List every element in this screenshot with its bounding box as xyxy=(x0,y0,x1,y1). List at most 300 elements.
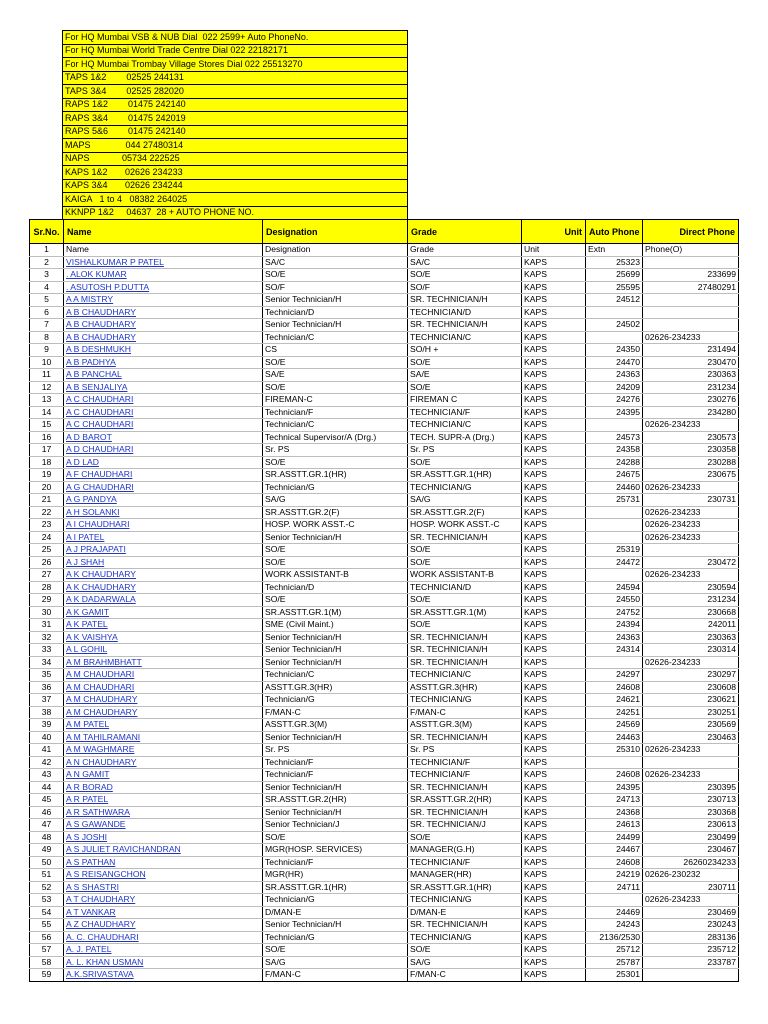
cell-designation: SA/E xyxy=(263,369,408,382)
cell-grade: Sr. PS xyxy=(408,444,522,457)
employee-name-link[interactable]: A A MISTRY xyxy=(66,294,114,305)
cell-designation: Senior Technician/H xyxy=(263,806,408,819)
direct-phone-number: 230358 xyxy=(707,444,736,455)
employee-name-link[interactable]: A R PATEL xyxy=(66,794,109,805)
cell-direct-phone xyxy=(643,356,739,369)
direct-phone-number: 230288 xyxy=(707,456,736,467)
cell-name xyxy=(64,869,263,882)
cell-designation: Senior Technician/H xyxy=(263,656,408,669)
cell-name xyxy=(64,506,263,519)
cell-unit: KAPS xyxy=(522,344,586,357)
cell-designation: Technician/F xyxy=(263,769,408,782)
cell-srno: 39 xyxy=(30,719,64,732)
employee-name-link[interactable]: A.K.SRIVASTAVA xyxy=(66,969,134,980)
employee-name-link[interactable]: A K DADARWALA xyxy=(66,594,136,605)
cell-unit: KAPS xyxy=(522,531,586,544)
direct-phone-number: 231234 xyxy=(707,381,736,392)
cell-auto-phone: 24395 xyxy=(586,406,643,419)
cell-direct-phone xyxy=(643,881,739,894)
direct-phone-number: 230731 xyxy=(707,494,736,505)
cell-srno: 32 xyxy=(30,631,64,644)
employee-name-link[interactable]: A G PANDYA xyxy=(66,494,117,505)
employee-name-link[interactable]: A S REISANGCHON xyxy=(66,869,146,880)
table-row xyxy=(30,281,739,294)
cell-designation: SA/C xyxy=(263,256,408,269)
cell-srno: 55 xyxy=(30,919,64,932)
cell-name xyxy=(64,794,263,807)
cell-auto-phone xyxy=(586,894,643,907)
direct-phone-number: 230243 xyxy=(707,919,736,930)
cell-grade: ASSTT.GR.3(HR) xyxy=(408,681,522,694)
cell-direct-phone xyxy=(643,819,739,832)
table-row xyxy=(30,944,739,957)
cell-grade: D/MAN-E xyxy=(408,906,522,919)
cell-designation: Technician/F xyxy=(263,856,408,869)
cell-auto-phone: 24276 xyxy=(586,394,643,407)
cell-name xyxy=(64,581,263,594)
helpline-text: For HQ Mumbai World Trade Centre Dial 022 22182171 xyxy=(63,44,408,58)
cell-grade: SR.ASSTT.GR.1(M) xyxy=(408,606,522,619)
cell-direct-phone xyxy=(643,469,739,482)
cell-auto-phone xyxy=(586,519,643,532)
direct-phone-number: 230621 xyxy=(707,694,736,705)
table-row xyxy=(30,794,739,807)
table-row xyxy=(30,881,739,894)
cell-grade: TECHNICIAN/F xyxy=(408,769,522,782)
cell-auto-phone: 24472 xyxy=(586,556,643,569)
cell-direct-phone xyxy=(643,644,739,657)
employee-name-link[interactable]: A B PANCHAL xyxy=(66,369,122,380)
cell-grade: SO/E xyxy=(408,381,522,394)
direct-phone-code: 02626-234233 xyxy=(645,569,701,580)
cell-auto-phone: 25310 xyxy=(586,744,643,757)
table-row xyxy=(30,344,739,357)
cell-srno: 56 xyxy=(30,931,64,944)
direct-phone-code: 02626-234233 xyxy=(645,506,701,517)
cell-auto-phone: 25731 xyxy=(586,494,643,507)
cell-name xyxy=(64,769,263,782)
employee-name-link[interactable]: A K VAISHYA xyxy=(66,631,118,642)
cell-grade: SR. TECHNICIAN/H xyxy=(408,781,522,794)
cell-unit: KAPS xyxy=(522,294,586,307)
cell-direct-phone xyxy=(643,331,739,344)
direct-phone-number: 230276 xyxy=(707,394,736,405)
employee-name-link[interactable]: A K GAMIT xyxy=(66,606,109,617)
cell-designation: Technician/D xyxy=(263,581,408,594)
direct-phone-number: 230472 xyxy=(707,556,736,567)
cell-designation: SO/E xyxy=(263,269,408,282)
direct-phone-number: 230463 xyxy=(707,731,736,742)
helpline-row xyxy=(63,139,408,153)
employee-name-link[interactable]: A B SENJALIYA xyxy=(66,381,128,392)
cell-name xyxy=(64,744,263,757)
cell-grade: SR. TECHNICIAN/H xyxy=(408,319,522,332)
cell-name xyxy=(64,531,263,544)
direct-phone-code: 02626-230232 xyxy=(645,869,701,880)
cell-grade: SO/E xyxy=(408,831,522,844)
cell-grade: SO/E xyxy=(408,269,522,282)
cell-grade: SR. TECHNICIAN/H xyxy=(408,656,522,669)
employee-name-link[interactable]: A J PRAJAPATI xyxy=(66,544,126,555)
col-header-srno: Sr.No. xyxy=(30,220,64,244)
cell-grade: SR. TECHNICIAN/J xyxy=(408,819,522,832)
table-row xyxy=(30,319,739,332)
direct-phone-number: 230608 xyxy=(707,681,736,692)
direct-phone-code: 02626-234233 xyxy=(645,419,701,430)
cell-designation: Technician/G xyxy=(263,481,408,494)
cell-direct-phone xyxy=(643,619,739,632)
cell-srno: 28 xyxy=(30,581,64,594)
direct-phone-code: 02626-234233 xyxy=(645,769,701,780)
employee-name-link[interactable]: A M CHAUDHARI xyxy=(66,681,135,692)
cell-designation: SR.ASSTT.GR.2(F) xyxy=(263,506,408,519)
employee-name-link[interactable]: A S JULIET RAVICHANDRAN xyxy=(66,844,181,855)
employee-name-link[interactable]: A Z CHAUDHARY xyxy=(66,919,136,930)
cell-direct-phone xyxy=(643,256,739,269)
cell-unit: Unit xyxy=(522,244,586,257)
cell-srno: 26 xyxy=(30,556,64,569)
employee-name-link[interactable]: A K CHAUDHARY xyxy=(66,569,137,580)
cell-srno: 18 xyxy=(30,456,64,469)
cell-designation: Technician/C xyxy=(263,331,408,344)
cell-srno: 54 xyxy=(30,906,64,919)
cell-auto-phone: 24470 xyxy=(586,356,643,369)
cell-grade: SR.ASSTT.GR.2(F) xyxy=(408,506,522,519)
cell-srno: 5 xyxy=(30,294,64,307)
cell-grade: SR.ASSTT.GR.2(HR) xyxy=(408,794,522,807)
direct-phone-number: 242011 xyxy=(707,619,736,630)
employee-name-link[interactable]: A D LAD xyxy=(66,456,99,467)
table-row xyxy=(30,806,739,819)
cell-direct-phone xyxy=(643,656,739,669)
cell-unit: KAPS xyxy=(522,719,586,732)
table-row xyxy=(30,469,739,482)
cell-name xyxy=(64,931,263,944)
table-row xyxy=(30,606,739,619)
cell-auto-phone: 25712 xyxy=(586,944,643,957)
cell-direct-phone xyxy=(643,294,739,307)
cell-unit: KAPS xyxy=(522,331,586,344)
cell-designation: Technical Supervisor/A (Drg.) xyxy=(263,431,408,444)
table-row xyxy=(30,719,739,732)
cell-name xyxy=(64,881,263,894)
cell-unit: KAPS xyxy=(522,931,586,944)
table-row xyxy=(30,869,739,882)
cell-unit: KAPS xyxy=(522,556,586,569)
employee-name-link[interactable]: A. J. PATEL xyxy=(66,944,112,955)
cell-unit: KAPS xyxy=(522,256,586,269)
employee-name-link[interactable]: A M PATEL xyxy=(66,719,110,730)
cell-designation: FIREMAN-C xyxy=(263,394,408,407)
cell-designation: F/MAN-C xyxy=(263,969,408,982)
cell-srno: 34 xyxy=(30,656,64,669)
cell-designation: SO/F xyxy=(263,281,408,294)
table-row xyxy=(30,819,739,832)
cell-unit: KAPS xyxy=(522,606,586,619)
helpline-text: RAPS 1&2 01475 242140 xyxy=(63,98,408,112)
cell-name xyxy=(64,444,263,457)
employee-name-link[interactable]: A N CHAUDHARY xyxy=(66,756,137,767)
cell-name xyxy=(64,494,263,507)
direct-phone-number: 230711 xyxy=(707,881,736,892)
cell-designation: SA/G xyxy=(263,956,408,969)
cell-auto-phone: 24573 xyxy=(586,431,643,444)
cell-grade: SO/F xyxy=(408,281,522,294)
cell-unit: KAPS xyxy=(522,656,586,669)
employee-name-link[interactable]: A B CHAUDHARY xyxy=(66,319,137,330)
direct-phone-number: 230569 xyxy=(707,719,736,730)
cell-unit: KAPS xyxy=(522,731,586,744)
cell-auto-phone: 24613 xyxy=(586,819,643,832)
cell-designation: SO/E xyxy=(263,831,408,844)
cell-direct-phone xyxy=(643,894,739,907)
table-row xyxy=(30,356,739,369)
employee-name-link[interactable]: A L GOHIL xyxy=(66,644,108,655)
cell-srno: 44 xyxy=(30,781,64,794)
cell-direct-phone xyxy=(643,669,739,682)
cell-srno: 21 xyxy=(30,494,64,507)
cell-name xyxy=(64,406,263,419)
employee-name-link[interactable]: A M BRAHMBHATT xyxy=(66,656,142,667)
cell-auto-phone: 25301 xyxy=(586,969,643,982)
employee-name-link[interactable]: A M CHAUDHARY xyxy=(66,694,138,705)
employee-name-link[interactable]: A. L. KHAN USMAN xyxy=(66,956,144,967)
cell-auto-phone: 25699 xyxy=(586,269,643,282)
direct-phone-number: 230363 xyxy=(707,369,736,380)
employee-name-link[interactable]: A M CHAUDHARY xyxy=(66,706,138,717)
cell-unit: KAPS xyxy=(522,569,586,582)
cell-srno: 33 xyxy=(30,644,64,657)
employee-name-link[interactable]: A K PATEL xyxy=(66,619,108,630)
cell-name xyxy=(64,331,263,344)
cell-grade: SR. TECHNICIAN/H xyxy=(408,644,522,657)
cell-srno: 12 xyxy=(30,381,64,394)
helpline-row xyxy=(63,98,408,112)
table-row xyxy=(30,619,739,632)
cell-unit: KAPS xyxy=(522,619,586,632)
cell-srno: 7 xyxy=(30,319,64,332)
cell-auto-phone: 24502 xyxy=(586,319,643,332)
cell-unit: KAPS xyxy=(522,506,586,519)
employee-name-link[interactable]: A C CHAUDHARI xyxy=(66,394,134,405)
cell-srno: 47 xyxy=(30,819,64,832)
employee-name-link[interactable]: A M TAHILRAMANI xyxy=(66,731,141,742)
employee-name-link[interactable]: A G CHAUDHARI xyxy=(66,481,134,492)
cell-auto-phone: 25323 xyxy=(586,256,643,269)
cell-srno: 41 xyxy=(30,744,64,757)
cell-srno: 50 xyxy=(30,856,64,869)
cell-name xyxy=(64,694,263,707)
employee-name-link[interactable]: A B DESHMUKH xyxy=(66,344,131,355)
cell-unit: KAPS xyxy=(522,469,586,482)
cell-designation: Technician/C xyxy=(263,419,408,432)
cell-unit: KAPS xyxy=(522,819,586,832)
cell-direct-phone xyxy=(643,606,739,619)
cell-srno: 31 xyxy=(30,619,64,632)
employee-name-link[interactable]: A T VANKAR xyxy=(66,906,116,917)
employee-name-link[interactable]: A D CHAUDHARI xyxy=(66,444,134,455)
cell-srno: 53 xyxy=(30,894,64,907)
cell-direct-phone xyxy=(643,581,739,594)
cell-name xyxy=(64,969,263,982)
cell-name xyxy=(64,594,263,607)
table-row xyxy=(30,256,739,269)
cell-direct-phone xyxy=(643,956,739,969)
employee-name-link[interactable]: A K CHAUDHARY xyxy=(66,581,137,592)
employee-name-link[interactable]: A. C. CHAUDHARI xyxy=(66,931,139,942)
table-row xyxy=(30,531,739,544)
cell-designation: Technician/G xyxy=(263,894,408,907)
helpline-row xyxy=(63,152,408,166)
direct-phone-code: 02626-234233 xyxy=(645,656,701,667)
cell-designation: SR.ASSTT.GR.1(HR) xyxy=(263,881,408,894)
employee-name-link[interactable]: A I CHAUDHARI xyxy=(66,519,130,530)
cell-direct-phone xyxy=(643,369,739,382)
employee-name-link[interactable]: A C CHAUDHARI xyxy=(66,406,134,417)
employee-name-link[interactable]: A S GAWANDE xyxy=(66,819,126,830)
cell-name xyxy=(64,481,263,494)
cell-srno: 9 xyxy=(30,344,64,357)
cell-direct-phone xyxy=(643,944,739,957)
cell-unit: KAPS xyxy=(522,669,586,682)
cell-designation: SR.ASSTT.GR.1(HR) xyxy=(263,469,408,482)
cell-designation: Technician/F xyxy=(263,756,408,769)
employee-name-link[interactable]: A M WAGHMARE xyxy=(66,744,135,755)
cell-srno: 36 xyxy=(30,681,64,694)
cell-direct-phone xyxy=(643,806,739,819)
cell-srno: 29 xyxy=(30,594,64,607)
employee-name-link[interactable]: A B CHAUDHARY xyxy=(66,306,137,317)
cell-srno: 10 xyxy=(30,356,64,369)
employee-name-link[interactable]: . ASUTOSH P.DUTTA xyxy=(66,281,150,292)
cell-srno: 48 xyxy=(30,831,64,844)
table-row xyxy=(30,844,739,857)
cell-name xyxy=(64,906,263,919)
employee-name-link[interactable]: A T CHAUDHARY xyxy=(66,894,136,905)
cell-auto-phone: 24363 xyxy=(586,369,643,382)
employee-name-link[interactable]: A S SHASTRI xyxy=(66,881,120,892)
direct-phone-number: 230499 xyxy=(707,831,736,842)
cell-designation: Technician/C xyxy=(263,669,408,682)
cell-name xyxy=(64,856,263,869)
employee-name-link[interactable]: A D BAROT xyxy=(66,431,112,442)
employee-name-link[interactable]: A I PATEL xyxy=(66,531,105,542)
cell-unit: KAPS xyxy=(522,381,586,394)
cell-direct-phone xyxy=(643,844,739,857)
employee-name-link[interactable]: A J SHAH xyxy=(66,556,105,567)
cell-name xyxy=(64,806,263,819)
cell-unit: KAPS xyxy=(522,356,586,369)
direct-phone-code: 02626-234233 xyxy=(645,744,701,755)
cell-srno: 51 xyxy=(30,869,64,882)
cell-unit: KAPS xyxy=(522,519,586,532)
cell-grade: MANAGER(HR) xyxy=(408,869,522,882)
cell-name xyxy=(64,819,263,832)
employee-name-link[interactable]: A N GAMIT xyxy=(66,769,110,780)
cell-auto-phone: 24467 xyxy=(586,844,643,857)
cell-unit: KAPS xyxy=(522,856,586,869)
cell-designation: Technician/F xyxy=(263,406,408,419)
direct-phone-code: Phone(O) xyxy=(645,244,683,255)
cell-unit: KAPS xyxy=(522,281,586,294)
cell-srno: 6 xyxy=(30,306,64,319)
table-row xyxy=(30,494,739,507)
cell-auto-phone: 24621 xyxy=(586,694,643,707)
helpline-row xyxy=(63,112,408,126)
employee-name-link[interactable]: A S PATHAN xyxy=(66,856,116,867)
cell-srno: 52 xyxy=(30,881,64,894)
cell-unit: KAPS xyxy=(522,956,586,969)
employee-name-link[interactable]: VISHALKUMAR P PATEL xyxy=(66,256,164,267)
helpline-text: KAPS 1&2 02626 234233 xyxy=(63,166,408,180)
cell-direct-phone xyxy=(643,706,739,719)
cell-auto-phone xyxy=(586,331,643,344)
direct-phone-number: 230613 xyxy=(707,819,736,830)
cell-auto-phone: 24297 xyxy=(586,669,643,682)
table-row xyxy=(30,431,739,444)
employee-name-link[interactable]: A H SOLANKI xyxy=(66,506,120,517)
cell-name xyxy=(64,944,263,957)
cell-unit: KAPS xyxy=(522,431,586,444)
cell-designation: SR.ASSTT.GR.1(M) xyxy=(263,606,408,619)
col-header-grade: Grade xyxy=(408,220,522,244)
cell-direct-phone xyxy=(643,794,739,807)
cell-grade: HOSP. WORK ASST.-C xyxy=(408,519,522,532)
cell-direct-phone xyxy=(643,381,739,394)
cell-name xyxy=(64,356,263,369)
table-row xyxy=(30,544,739,557)
direct-phone-number: 231494 xyxy=(707,344,736,355)
cell-grade: SA/E xyxy=(408,369,522,382)
cell-srno: 42 xyxy=(30,756,64,769)
employee-name-link[interactable]: A S JOSHI xyxy=(66,831,108,842)
cell-unit: KAPS xyxy=(522,781,586,794)
cell-name xyxy=(64,306,263,319)
cell-name xyxy=(64,294,263,307)
cell-name xyxy=(64,419,263,432)
employee-name-link[interactable]: A F CHAUDHARI xyxy=(66,469,133,480)
cell-grade: WORK ASSISTANT-B xyxy=(408,569,522,582)
cell-direct-phone xyxy=(643,531,739,544)
cell-name xyxy=(64,919,263,932)
cell-unit: KAPS xyxy=(522,644,586,657)
direct-phone-number: 230469 xyxy=(707,906,736,917)
employee-name-link[interactable]: . ALOK KUMAR xyxy=(66,269,127,280)
cell-designation: Technician/G xyxy=(263,694,408,707)
employee-name-link[interactable]: A B PADHYA xyxy=(66,356,116,367)
table-row xyxy=(30,481,739,494)
cell-grade: SR. TECHNICIAN/H xyxy=(408,919,522,932)
helpline-box xyxy=(62,30,408,220)
cell-auto-phone: 24395 xyxy=(586,781,643,794)
cell-designation: ASSTT.GR.3(M) xyxy=(263,719,408,732)
cell-grade: TECHNICIAN/F xyxy=(408,856,522,869)
cell-srno: 45 xyxy=(30,794,64,807)
cell-grade: SR. TECHNICIAN/H xyxy=(408,294,522,307)
cell-grade: TECHNICIAN/G xyxy=(408,481,522,494)
cell-grade: SO/E xyxy=(408,544,522,557)
col-header-direct-phone: Direct Phone xyxy=(643,220,739,244)
cell-unit: KAPS xyxy=(522,844,586,857)
employee-name-link[interactable]: A B CHAUDHARY xyxy=(66,331,137,342)
cell-grade: TECHNICIAN/D xyxy=(408,581,522,594)
employee-name-link[interactable]: A M CHAUDHARI xyxy=(66,669,135,680)
employee-name-link[interactable]: A C CHAUDHARI xyxy=(66,419,134,430)
table-row xyxy=(30,931,739,944)
cell-designation: SO/E xyxy=(263,556,408,569)
employee-name-link[interactable]: A R SATHWARA xyxy=(66,806,130,817)
employee-name-link[interactable]: A R BORAD xyxy=(66,781,113,792)
